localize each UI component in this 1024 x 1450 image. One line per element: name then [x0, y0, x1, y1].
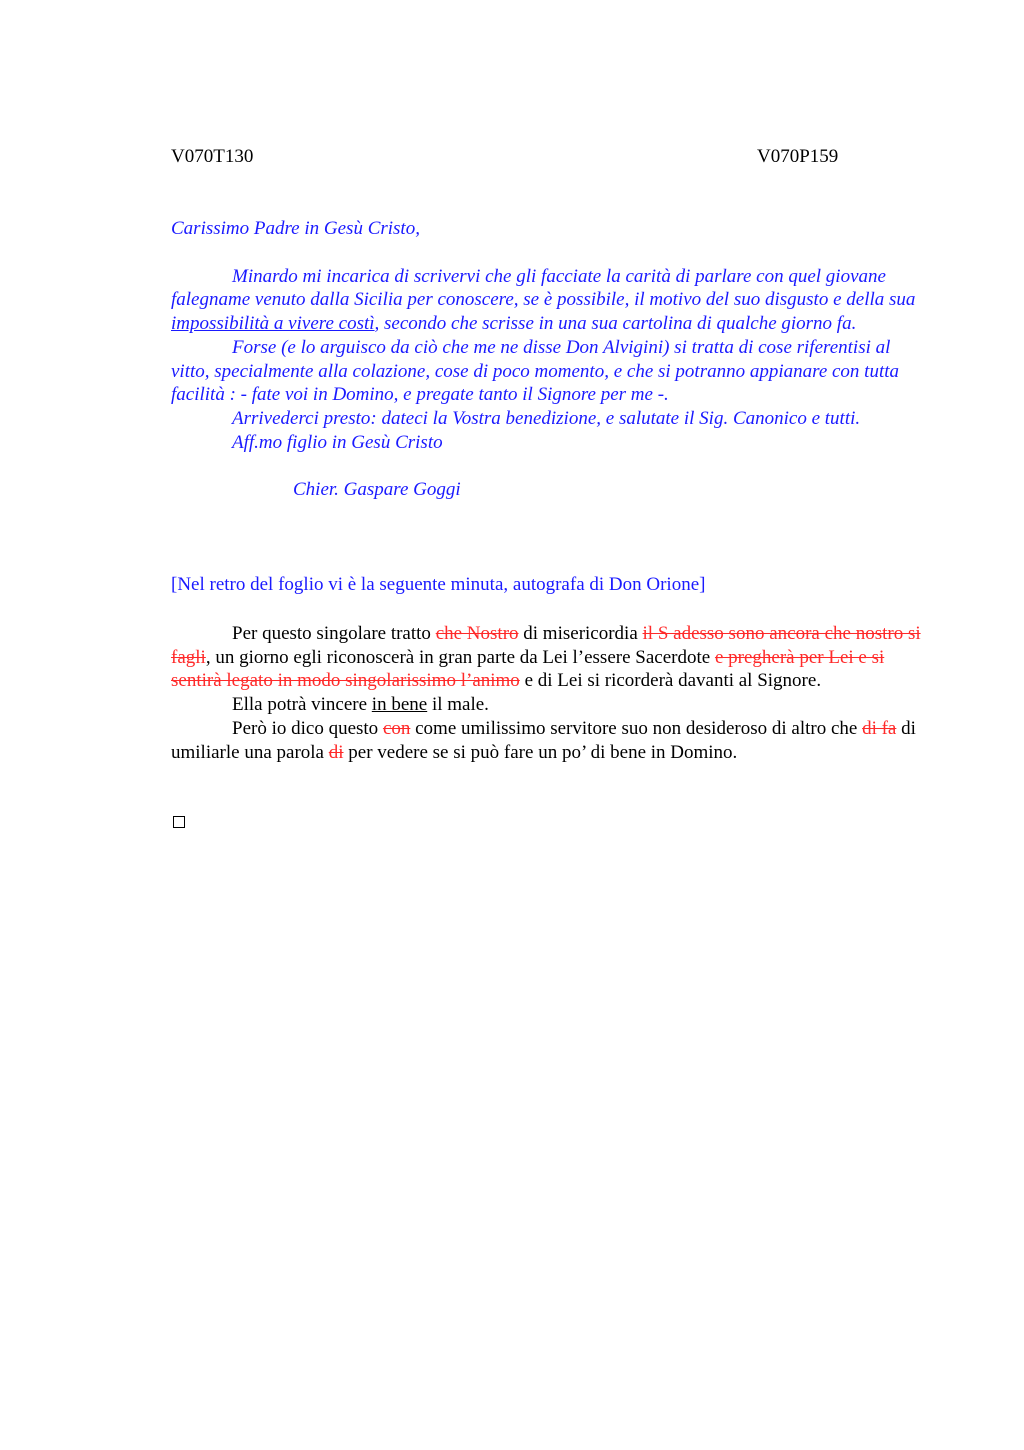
minuta-p2-text-1: Ella potrà vincere	[232, 694, 372, 716]
minuta-p1-text-3: , un giorno egli riconoscerà in gran parte da Lei l’essere Sacerdote	[205, 646, 715, 668]
letter	[171, 217, 931, 502]
minuta-p3-text-1: Però io dico questo	[232, 717, 383, 739]
letter-signature: Chier. Gaspare Goggi	[293, 479, 461, 501]
letter-p1-text-a: Minardo mi incarica di scrivervi che gli facciate la carità di parlare con quel giovane falegname venuto dalla Sicilia per conoscere, se è possibile, il motivo del suo disgusto e della sua	[171, 265, 916, 311]
minuta-paragraph-2	[171, 693, 931, 717]
minuta-paragraph-3	[171, 717, 931, 764]
letter-p1-underlined: impossibilità a vivere costì	[171, 313, 375, 335]
minuta-p3-strike-2: di fa	[862, 717, 897, 739]
minuta-p1-strike-2: il S adesso sono ancora che nostro si fagli	[171, 623, 921, 668]
editorial-note: [Nel retro del foglio vi è la seguente minuta, autografa di Don Orione]	[171, 574, 706, 595]
minuta-p2-text-2: il male.	[427, 694, 489, 716]
minuta-paragraph-1	[171, 622, 931, 693]
letter-closing: Aff.mo figlio in Gesù Cristo	[232, 431, 443, 453]
letter-paragraph-1	[171, 265, 931, 336]
minuta-p1-text-1: Per questo singolare tratto	[232, 623, 436, 644]
minuta-p1-text-4: e di Lei si ricorderà davanti al Signore.	[519, 670, 822, 692]
minuta-p3-strike-3: di	[328, 741, 344, 763]
minuta-p3-text-2: come umilissimo servitore suo non desideroso di altro che	[410, 717, 863, 739]
minuta-p1-text-2: di misericordia	[518, 623, 643, 644]
letter-paragraph-2: Forse (e lo arguisco da ciò che me ne disse Don Alvigini) si tratta di cose riferentisi al vitto, specialmente alla colazione, cose di poco momento, e che si potranno appianare con tutta facilità : - fate voi in Domino, e pregate tanto il Signore per me -.	[171, 336, 900, 406]
minuta-p1-strike-1: che Nostro	[435, 623, 519, 644]
minuta-p3-text-4: per vedere se si può fare un po’ di bene in Domino.	[343, 741, 738, 763]
minuta-p1-strike-3: e pregherà per Lei e si sentirà legato in modo singolarissimo l’animo	[171, 646, 885, 692]
letter-greeting: Carissimo Padre in Gesù Cristo,	[171, 218, 420, 239]
minuta-p2-underlined: in bene	[371, 694, 428, 716]
document-code-left: V070T130	[171, 146, 254, 167]
minuta-p3-strike-1: con	[382, 717, 411, 739]
minuta	[171, 622, 931, 764]
end-square-icon	[173, 816, 185, 828]
letter-p1-text-b: , secondo che scrisse in una sua cartolina di qualche giorno fa.	[374, 313, 857, 335]
letter-paragraph-3: Arrivederci presto: dateci la Vostra benedizione, e salutate il Sig. Canonico e tutti.	[232, 407, 861, 429]
minuta-p3-text-3: di umiliarle una parola	[171, 717, 916, 763]
document-code-right: V070P159	[757, 146, 839, 167]
